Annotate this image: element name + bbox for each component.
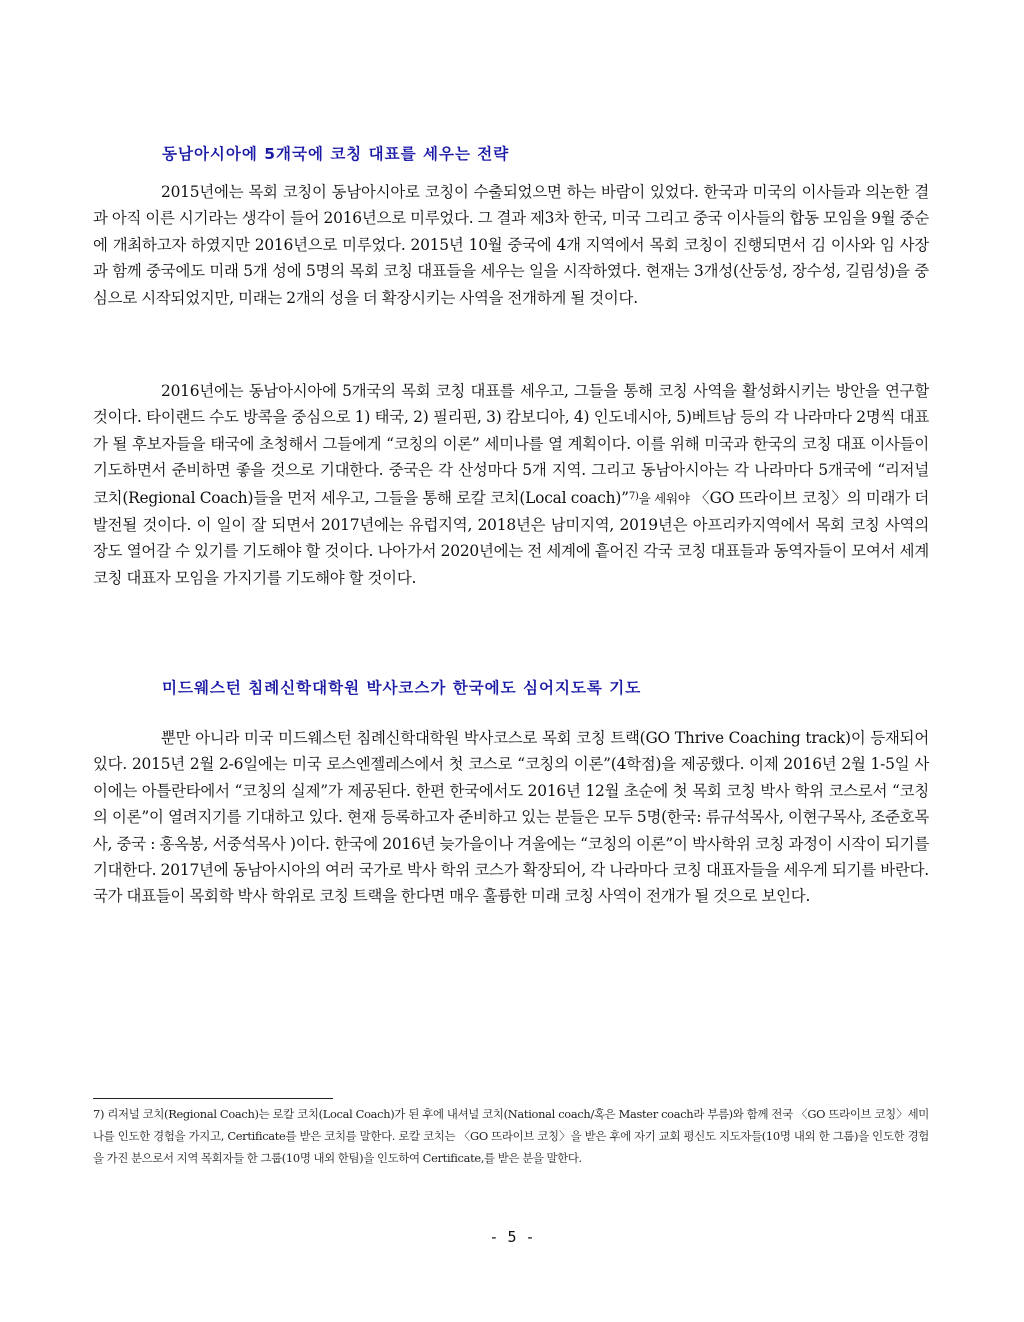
section-heading-southeast-asia: 동남아시아에 5개국에 코칭 대표를 세우는 전략	[162, 145, 510, 163]
page-number: - 5 -	[489, 1228, 535, 1246]
paragraph-2016-text-a: 2016년에는 동남아시아에 5개국의 목회 코칭 대표를 세우고, 그들을 통해 코칭 사역을 활성화시키는 방안을 연구할 것이다. 타이랜드 수도 방콕을 중심으로 1) 태국, 2) 필리핀, 3) 캄보디아, 4) 인도네시아, 5)베트남 등의 각 나라마다 2명씩 대표가 될 후보자들을 태국에 초청해서 그들에게 “코칭의 이론” 세미나를 열 계획이다. 이를 위해 미국과 한국의 코칭 대표 이사들이 기도하면서 준비하면 좋을 것으로 기대한다. 중국은 각 산성마다 5개 지역. 그리고 동남아시아는 각 나라마다 5개국에 “리저널 코치(Regional Coach)들을 먼저 세우고, 그들을 통해 로칼 코치(Local coach)”	[93, 382, 929, 507]
section-heading-midwestern: 미드웨스턴 침례신학대학원 박사코스가 한국에도 심어지도록 기도	[162, 679, 642, 697]
paragraph-2016-text-b: 〈GO 뜨라이브 코칭〉의 미래가 더 발전될 것이다. 이 일이 잘 되면서 2017년에는 유럽지역, 2018년은 남미지역, 2019년은 아프리카지역에서 목회 코칭 사역의 장도 열어갈 수 있기를 기도해야 할 것이다. 나아가서 2020년에는 전 세계에 흩어진 각국 코칭 대표들과 동역자들이 모여서 세계 코칭 대표자 모임을 가지기를 기도해야 할 것이다.	[93, 488, 929, 587]
paragraph-2016-plans	[93, 378, 929, 591]
footnote-ref-7[interactable]: 7)	[628, 490, 639, 502]
paragraph-2015-plans: 2015년에는 목회 코칭이 동남아시아로 코칭이 수출되었으면 하는 바람이 있었다. 한국과 미국의 이사들과 의논한 결과 아직 이른 시기라는 생각이 들어 2016년으로 미루었다. 그 결과 제3차 한국, 미국 그리고 중국 이사들의 합동 모임을 9월 중순에 개최하고자 하였지만 2016년으로 미루었다. 2015년 10월 중국에 4개 지역에서 목회 코칭이 진행되면서 김 이사와 임 사장과 함께 중국에도 미래 5개 성에 5명의 목회 코칭 대표들을 세우는 일을 시작하였다. 현재는 3개성(산둥성, 장수성, 길림성)을 중심으로 시작되었지만, 미래는 2개의 성을 더 확장시키는 사역을 전개하게 될 것이다.	[93, 183, 929, 307]
footnote-7: 7) 리저널 코치(Regional Coach)는 로칼 코치(Local Coach)가 된 후에 내셔널 코치(National coach/혹은 Master coach라 부름)와 함께 전국 〈GO 뜨라이브 코칭〉세미나를 인도한 경험을 가지고, Certificate를 받은 코치를 말한다. 로칼 코치는 〈GO 뜨라이브 코칭〉을 받은 후에 자기 교회 평신도 지도자들(10명 내외 한 그룹)을 인도한 경험을 가진 분으로서 지역 목회자들 한 그룹(10명 내외 한팀)을 인도하여 Certificate,를 받은 분을 말한다.	[93, 1107, 929, 1165]
paragraph-2016-small-text: 을 세워야	[638, 490, 690, 506]
footnote-divider	[93, 1098, 333, 1099]
paragraph-doctoral-course: 뿐만 아니라 미국 미드웨스턴 침례신학대학원 박사코스로 목회 코칭 트랙(GO Thrive Coaching track)이 등재되어 있다. 2015년 2월 2-6일에는 미국 로스엔젤레스에서 첫 코스로 “코칭의 이론”(4학점)을 제공했다. 이제 2016년 2월 1-5일 사이에는 아틀란타에서 “코칭의 실제”가 제공된다. 한편 한국에서도 2016년 12월 초순에 첫 목회 코칭 박사 학위 코스로서 “코칭의 이론”이 열려지기를 기대하고 있다. 현재 등록하고자 준비하고 있는 분들은 모두 5명(한국: 류규석목사, 이현구목사, 조준호목사, 중국 : 홍옥봉, 서중석목사 )이다. 한국에 2016년 늦가을이나 겨울에는 “코칭의 이론”이 박사학위 코칭 과정이 시작이 되기를 기대한다. 2017년에 동남아시아의 여러 국가로 박사 학위 코스가 확장되어, 각 나라마다 코칭 대표자들을 세우게 되기를 바란다. 국가 대표들이 목회학 박사 학위로 코칭 트랙을 한다면 매우 훌륭한 미래 코칭 사역이 전개가 될 것으로 보인다.	[93, 729, 929, 906]
